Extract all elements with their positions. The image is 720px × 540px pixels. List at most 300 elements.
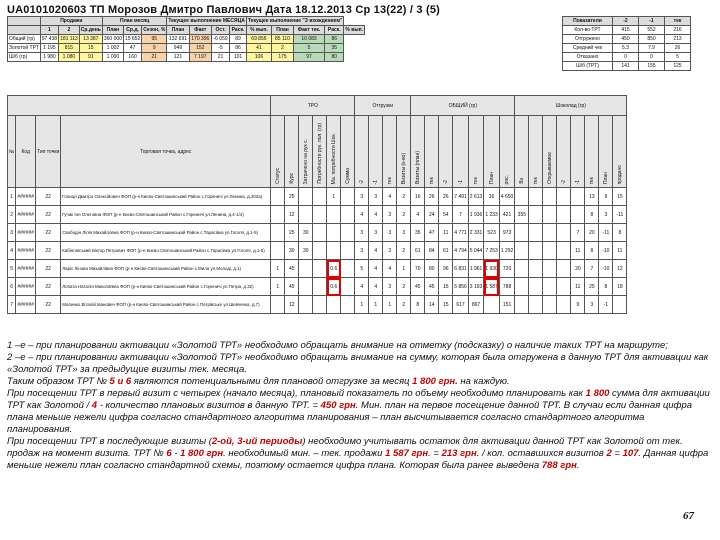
summary-row [8, 35, 365, 44]
summary-col-header: Факт тек. [293, 26, 324, 35]
route-cell: 30 [285, 242, 299, 260]
route-cell: 867 [468, 296, 484, 314]
route-cell [529, 224, 543, 242]
route-cell: -11 [599, 224, 613, 242]
indicator-col-header: -1 [639, 17, 665, 26]
route-vcol-label: тек [532, 176, 539, 184]
route-cell: 720 [499, 260, 515, 278]
route-cell: 15 [613, 188, 627, 206]
route-cell: 1 930 [484, 260, 500, 278]
row-number: 3 [8, 224, 16, 242]
route-cell [313, 242, 327, 260]
summary-col-header: % вып. [345, 27, 364, 33]
route-cell: 2 [397, 278, 411, 296]
row-number: 5 [8, 260, 16, 278]
route-vcol-label: Курс [288, 173, 295, 184]
summary-cell: 86 [325, 35, 344, 44]
row-address: Голиця Дмитро Олексійович ФОП (р-н Києво-Святошинський Район с.Гореничі ул.Ленина, д.202а) [61, 188, 271, 206]
summary-cell: 85 110 [272, 35, 294, 44]
summary-cell: -5 [211, 44, 229, 53]
route-cell [341, 188, 355, 206]
page-title: UA0101020603 ТП Морозов Дмитро Павлович Дата 18.12.2013 Ср 13(22) / 3 (5) [7, 4, 441, 16]
summary-cell: 175 [272, 53, 294, 62]
route-cell: 8 [585, 206, 599, 224]
summary-cell: 97 [293, 53, 324, 62]
route-row [8, 260, 627, 278]
route-cell: 3 [397, 224, 411, 242]
route-cell: 1 [271, 278, 285, 296]
summary-cell: 152 [189, 44, 211, 53]
route-cell: 4 794 [453, 242, 469, 260]
route-vcol-header [397, 116, 411, 188]
route-cell: 61 [439, 242, 453, 260]
route-cell: 70 [411, 260, 425, 278]
indicator-row [563, 44, 691, 53]
route-vcol-label: -2 [560, 179, 567, 184]
route-cell [543, 188, 557, 206]
route-cell: 45 [285, 260, 299, 278]
route-cell: 151 [499, 296, 515, 314]
route-cell: 7 [453, 206, 469, 224]
route-vcol-header [599, 116, 613, 188]
route-cell: 8 [599, 278, 613, 296]
row-code: ###### [16, 278, 36, 296]
route-cell [571, 206, 585, 224]
route-cell: 523 [484, 224, 500, 242]
route-cell: 5 856 [453, 278, 469, 296]
route-cell: 6 831 [453, 260, 469, 278]
summary-cell: 949 [167, 44, 189, 53]
summary-col-header: Сезон, % [143, 27, 166, 33]
route-cell [543, 206, 557, 224]
route-cell [271, 296, 285, 314]
route-vcol-header [285, 116, 299, 188]
route-vcol-label: План [488, 171, 495, 184]
group-tro: ТРО [271, 96, 355, 116]
summary-col-header: Факт [189, 26, 211, 35]
route-cell: 8 [585, 242, 599, 260]
route-cell [529, 278, 543, 296]
route-row [8, 206, 627, 224]
route-cell: 12 [613, 260, 627, 278]
route-cell: 16 [411, 188, 425, 206]
summary-cell: 86 [230, 44, 247, 53]
route-cell [313, 206, 327, 224]
row-address: Гучак Інн Олеговна ФОП (р-н Києво-Святошинський Район с.Гореничі ул.Ленина, д.4-1/4) [61, 206, 271, 224]
route-col-header: Тип точки [36, 116, 61, 188]
route-cell: 1 [383, 296, 397, 314]
route-cell: 1 [271, 260, 285, 278]
route-cell: 20 [571, 260, 585, 278]
row-type: 22 [36, 278, 61, 296]
summary-cell: 815 [59, 44, 80, 53]
route-cell: 45 [411, 278, 425, 296]
summary-cell: 160 [123, 53, 141, 62]
route-cell [529, 296, 543, 314]
route-cell: 1 233 [484, 206, 500, 224]
route-vcol-label: рос. [504, 174, 511, 184]
route-vcol-label: План [602, 171, 609, 184]
route-col-header: Торговая точка, адрес [61, 116, 271, 188]
summary-cell: 95 [142, 35, 167, 44]
route-cell: 3 [383, 224, 397, 242]
route-cell [299, 296, 313, 314]
route-cell [557, 206, 571, 224]
summary-cell: 7 197 [189, 53, 211, 62]
summary-col-header: % вып. [246, 26, 271, 35]
summary-cell: 9 [142, 44, 167, 53]
summary-cell: Золотой ТРТ [9, 45, 39, 51]
summary-col-header: Ост. [211, 26, 229, 35]
indicator-row [563, 53, 691, 62]
route-cell: 2 331 [468, 224, 484, 242]
group-shipments: Отгрузки [355, 96, 411, 116]
route-vcol-label: тек [473, 176, 480, 184]
summary-cell: 101 [230, 53, 247, 62]
route-cell: 18 [613, 278, 627, 296]
route-cell: 3 [383, 278, 397, 296]
row-address: Свободін Лілія Михайловна ФОП (р-н Києво-Святошинський Район с.Тарасівка ул.Гоголя, д.1-5) [61, 224, 271, 242]
route-vcol-header [484, 116, 500, 188]
note-4: При посещении ТРТ в первый визит с четырех (начало месяца), плановый показатель по объему необходимо планировать как 1 800 сумма для активации ТРТ как Золотой / 4 - количество плановых визитов в данную ТРТ. = 450 грн. Мин. план на первое посещение данной ТРТ. В случаи если данная цифра плана меньше нежели цифра согласно стандартного алгоритма планирования – план высчитывается согласно стандартного алгоритма планирования. [7, 388, 710, 435]
route-cell: 3 [355, 224, 369, 242]
route-cell: 2 [397, 188, 411, 206]
group-total: ОБЩИЙ (гр) [411, 96, 515, 116]
summary-col-header: Ср.день [80, 27, 101, 33]
route-cell: 1 [369, 296, 383, 314]
route-cell: 47 [425, 224, 439, 242]
route-row [8, 278, 627, 296]
route-vcol-header [271, 116, 285, 188]
row-type: 22 [36, 224, 61, 242]
summary-cell: Ш/б (гр) [8, 53, 41, 62]
indicator-cell: 5 [665, 53, 691, 62]
route-cell [327, 296, 341, 314]
route-cell: 20 [585, 224, 599, 242]
row-type: 22 [36, 206, 61, 224]
indicator-cell: 552 [639, 26, 665, 35]
summary-cell: 1 002 [102, 44, 123, 53]
summary-col-header: 1 [40, 26, 58, 35]
route-cell [515, 278, 529, 296]
route-cell [543, 260, 557, 278]
route-vcol-label: Открываемое [546, 152, 553, 184]
route-cell: 4 [369, 260, 383, 278]
route-cell [515, 188, 529, 206]
summary-cell: 1 195 [40, 44, 58, 53]
row-number: 7 [8, 296, 16, 314]
row-code: ###### [16, 188, 36, 206]
route-cell: 4 [383, 188, 397, 206]
note-5: При посещении ТРТ в последующие визиты (2-ой, 3-ий периоды) необходимо учитывать остаток для активации данной ТРТ как Золотой от тек. продаж на момент визита. ТРТ № 6 - 1 800 грн. необходимый мин. – тек. продажи 1 587 грн. = 213 грн. / кол. оставшихся визитов 2 = 107. Данная цифра меньше нежели план согласно стандартной схемы, поэтому остается цифра плана. Которая была ранее выведена 788 грн. [7, 436, 709, 471]
route-cell: 2 613 [468, 188, 484, 206]
route-cell: 0.6 [327, 260, 341, 278]
route-cell: 0.6 [327, 278, 341, 296]
row-code: ###### [16, 242, 36, 260]
route-cell [341, 206, 355, 224]
summary-col-header: Раск. [325, 26, 344, 35]
row-number: 4 [8, 242, 16, 260]
indicator-row [563, 35, 691, 44]
indicator-col-header: Показатели [563, 17, 613, 26]
route-cell: 12 [285, 206, 299, 224]
row-number: 1 [8, 188, 16, 206]
route-cell [515, 224, 529, 242]
row-type: 22 [36, 260, 61, 278]
route-cell [271, 224, 285, 242]
route-vcol-label: Затрачено на рук с. [302, 138, 309, 184]
summary-cell: 91 [79, 53, 102, 62]
route-cell: 2 [397, 242, 411, 260]
summary-cell: 1 080 [59, 53, 80, 62]
group-chocolate: Шоколад (гр) [515, 96, 627, 116]
route-cell [557, 296, 571, 314]
summary-cell: 80 [325, 53, 344, 62]
route-cell: 9 [599, 188, 613, 206]
route-cell: 788 [499, 278, 515, 296]
route-cell [557, 278, 571, 296]
row-address: Малинко Віталій Іванович ФОП (р-н Києво-Святошинський Район с.Петрівське ул.Шевченка, д.7) [61, 296, 271, 314]
row-address: Ларіс Лінова Михайлівна ФОП (р-н Києво-Святошинський Район с.Мила ул.Молоді, д.1) [61, 260, 271, 278]
indicator-cell: 415 [613, 26, 639, 35]
row-code: ###### [16, 224, 36, 242]
route-cell: 1 936 [468, 206, 484, 224]
route-vcol-header [585, 116, 599, 188]
summary-cell: 21 [142, 53, 167, 62]
indicator-cell: Кол-во ТРТ [563, 26, 613, 35]
route-vcol-header [327, 116, 341, 188]
route-row [8, 242, 627, 260]
summary-col-header: 2 [59, 26, 80, 35]
indicator-cell: Отказано [563, 53, 613, 62]
route-cell: 4 [383, 260, 397, 278]
route-cell [327, 242, 341, 260]
indicator-cell: 141 [613, 62, 639, 71]
route-cell [529, 206, 543, 224]
indicator-row [563, 26, 691, 35]
route-cell [341, 296, 355, 314]
summary-cell: 15 652 [124, 36, 141, 42]
summary-cell: 97 438 [41, 36, 58, 42]
route-cell [271, 242, 285, 260]
route-vcol-header [499, 116, 515, 188]
route-cell: -1 [599, 296, 613, 314]
summary-col-header: План [102, 26, 123, 35]
route-row [8, 224, 627, 242]
route-cell: -11 [613, 206, 627, 224]
row-address: Кабінговський Віктор Петрович ФОП (р-н Києво-Святошинський Район с.Тарасівка ул.Гоголя, д.1-5) [61, 242, 271, 260]
route-vcol-header [515, 116, 529, 188]
route-row [8, 188, 627, 206]
route-vcol-label: -2 [358, 179, 365, 184]
route-vcol-label: Статус [274, 168, 281, 184]
route-vcol-header [468, 116, 484, 188]
route-cell: 25 [585, 278, 599, 296]
row-code: ###### [16, 260, 36, 278]
summary-cell: 13 387 [79, 35, 102, 44]
route-cell: 7 491 [453, 188, 469, 206]
route-cell: 3 [585, 296, 599, 314]
route-cell [341, 224, 355, 242]
summary-cell: -6 059 [211, 35, 229, 44]
route-cell: 8 [613, 224, 627, 242]
route-cell [299, 206, 313, 224]
indicator-cell: 0 [639, 53, 665, 62]
indicator-cell: 450 [613, 35, 639, 44]
summary-cell: 47 [123, 44, 141, 53]
row-code: ###### [16, 206, 36, 224]
route-cell: 4 [355, 278, 369, 296]
route-vcol-header [557, 116, 571, 188]
route-cell: 11 [571, 242, 585, 260]
route-vcol-header [383, 116, 397, 188]
route-cell [543, 224, 557, 242]
summary-cell: 10 083 [293, 35, 324, 44]
route-vcol-header [571, 116, 585, 188]
route-cell: 3 [355, 188, 369, 206]
route-cell [313, 224, 327, 242]
route-vcol-label: Визиты (к-во) [400, 152, 407, 184]
summary-cell: 5 [293, 44, 324, 53]
route-vcol-header [313, 116, 327, 188]
route-cell: 45 [285, 278, 299, 296]
route-cell [299, 188, 313, 206]
route-cell: 5 [355, 260, 369, 278]
route-cell [299, 278, 313, 296]
summary-col-header: Раск. [231, 27, 245, 33]
route-cell: 25 [285, 188, 299, 206]
route-cell: 1 587 [484, 278, 500, 296]
route-cell [529, 242, 543, 260]
summary-cell: 2 [272, 44, 294, 53]
route-cell: 11 [571, 278, 585, 296]
route-cell: 11 [439, 224, 453, 242]
summary-cell: Общий (гр) [8, 35, 41, 44]
route-vcol-header [439, 116, 453, 188]
route-cell [515, 296, 529, 314]
note-1: 1 –е – при планировании активации «Золотой ТРТ» необходимо обращать внимание на отметку (подсказку) о наличие таких ТРТ на маршруте; [7, 340, 668, 351]
route-vcol-header [453, 116, 469, 188]
row-type: 22 [36, 242, 61, 260]
route-cell: 96 [439, 260, 453, 278]
indicator-cell: 155 [639, 62, 665, 71]
route-cell: 3 [369, 188, 383, 206]
route-cell: 26 [425, 188, 439, 206]
route-cell [271, 188, 285, 206]
page-number: 67 [683, 510, 694, 522]
summary-cell: 170 396 [189, 35, 211, 44]
route-cell: 2 [397, 296, 411, 314]
route-cell: 2 [397, 206, 411, 224]
route-cell [313, 260, 327, 278]
indicator-cell: 26 [665, 44, 691, 53]
summary-col-header: План [272, 26, 294, 35]
summary-cell: 21 [211, 53, 229, 62]
route-cell [484, 296, 500, 314]
route-cell: 4 [411, 206, 425, 224]
route-cell: 3 [383, 242, 397, 260]
group-plan-month: План месяц [102, 17, 166, 26]
summary-table [7, 16, 365, 62]
route-vcol-header [411, 116, 425, 188]
route-cell [543, 296, 557, 314]
route-vcol-label: -1 [372, 179, 379, 184]
route-cell: 5 044 [468, 242, 484, 260]
summary-cell: 106 [246, 53, 271, 62]
route-cell [515, 260, 529, 278]
indicator-cell: 7.9 [639, 44, 665, 53]
indicator-col-header: -2 [613, 17, 639, 26]
route-cell: 421 [499, 206, 515, 224]
route-cell [613, 296, 627, 314]
route-cell [529, 260, 543, 278]
route-col-header: № [8, 116, 16, 188]
route-cell [313, 296, 327, 314]
route-cell [543, 242, 557, 260]
indicator-cell: 0 [613, 53, 639, 62]
summary-col-header [8, 26, 41, 35]
route-cell [341, 260, 355, 278]
route-cell [557, 242, 571, 260]
route-cell: 3 [355, 242, 369, 260]
route-row [8, 296, 627, 314]
summary-cell: 35 [325, 44, 344, 53]
row-code: ###### [16, 296, 36, 314]
route-vcol-header [341, 116, 355, 188]
route-vcol-label: -1 [457, 179, 464, 184]
summary-row [8, 53, 365, 62]
route-cell: 12 [285, 296, 299, 314]
route-cell [341, 242, 355, 260]
group-current: Текущее выполнение МЕСЯЦА [168, 18, 245, 24]
summary-cell: 132 691 [167, 35, 189, 44]
route-cell: 973 [499, 224, 515, 242]
route-vcol-header [529, 116, 543, 188]
indicator-cell: Ш/б (ТРТ) [563, 62, 613, 71]
route-cell: 3 [599, 206, 613, 224]
route-cell: 15 [439, 296, 453, 314]
route-cell [327, 224, 341, 242]
row-address: Лопата Наталія Миколаївна ФОП (р-н Києво-Святошинський Район с.Гореничі ул.Петра, д.32) [61, 278, 271, 296]
route-vcol-label: тек [386, 176, 393, 184]
summary-col-header: Ср.д. [123, 26, 141, 35]
route-vcol-header [613, 116, 627, 188]
route-vcol-label: Сумма [344, 168, 351, 184]
route-cell [557, 224, 571, 242]
route-cell: 26 [439, 188, 453, 206]
route-cell [557, 188, 571, 206]
route-cell: 13 [585, 188, 599, 206]
route-cell: 80 [425, 260, 439, 278]
route-cell: -10 [599, 260, 613, 278]
route-cell [327, 206, 341, 224]
route-cell: 30 [299, 224, 313, 242]
group-current-entry: Текущее выполнение "З вхождением" [247, 18, 343, 24]
route-cell: 16 [484, 188, 500, 206]
route-vcol-header [425, 116, 439, 188]
summary-cell: 181 113 [60, 36, 78, 42]
route-cell [571, 188, 585, 206]
route-cell: 4 [369, 278, 383, 296]
route-cell: 4 771 [453, 224, 469, 242]
route-cell: 14 [425, 296, 439, 314]
route-cell [341, 278, 355, 296]
route-cell [557, 260, 571, 278]
route-vcol-header [369, 116, 383, 188]
route-vcol-label: Потребности рук. пол. (гр) [316, 123, 323, 184]
indicator-cell: 125 [665, 62, 691, 71]
indicator-row [563, 62, 691, 71]
